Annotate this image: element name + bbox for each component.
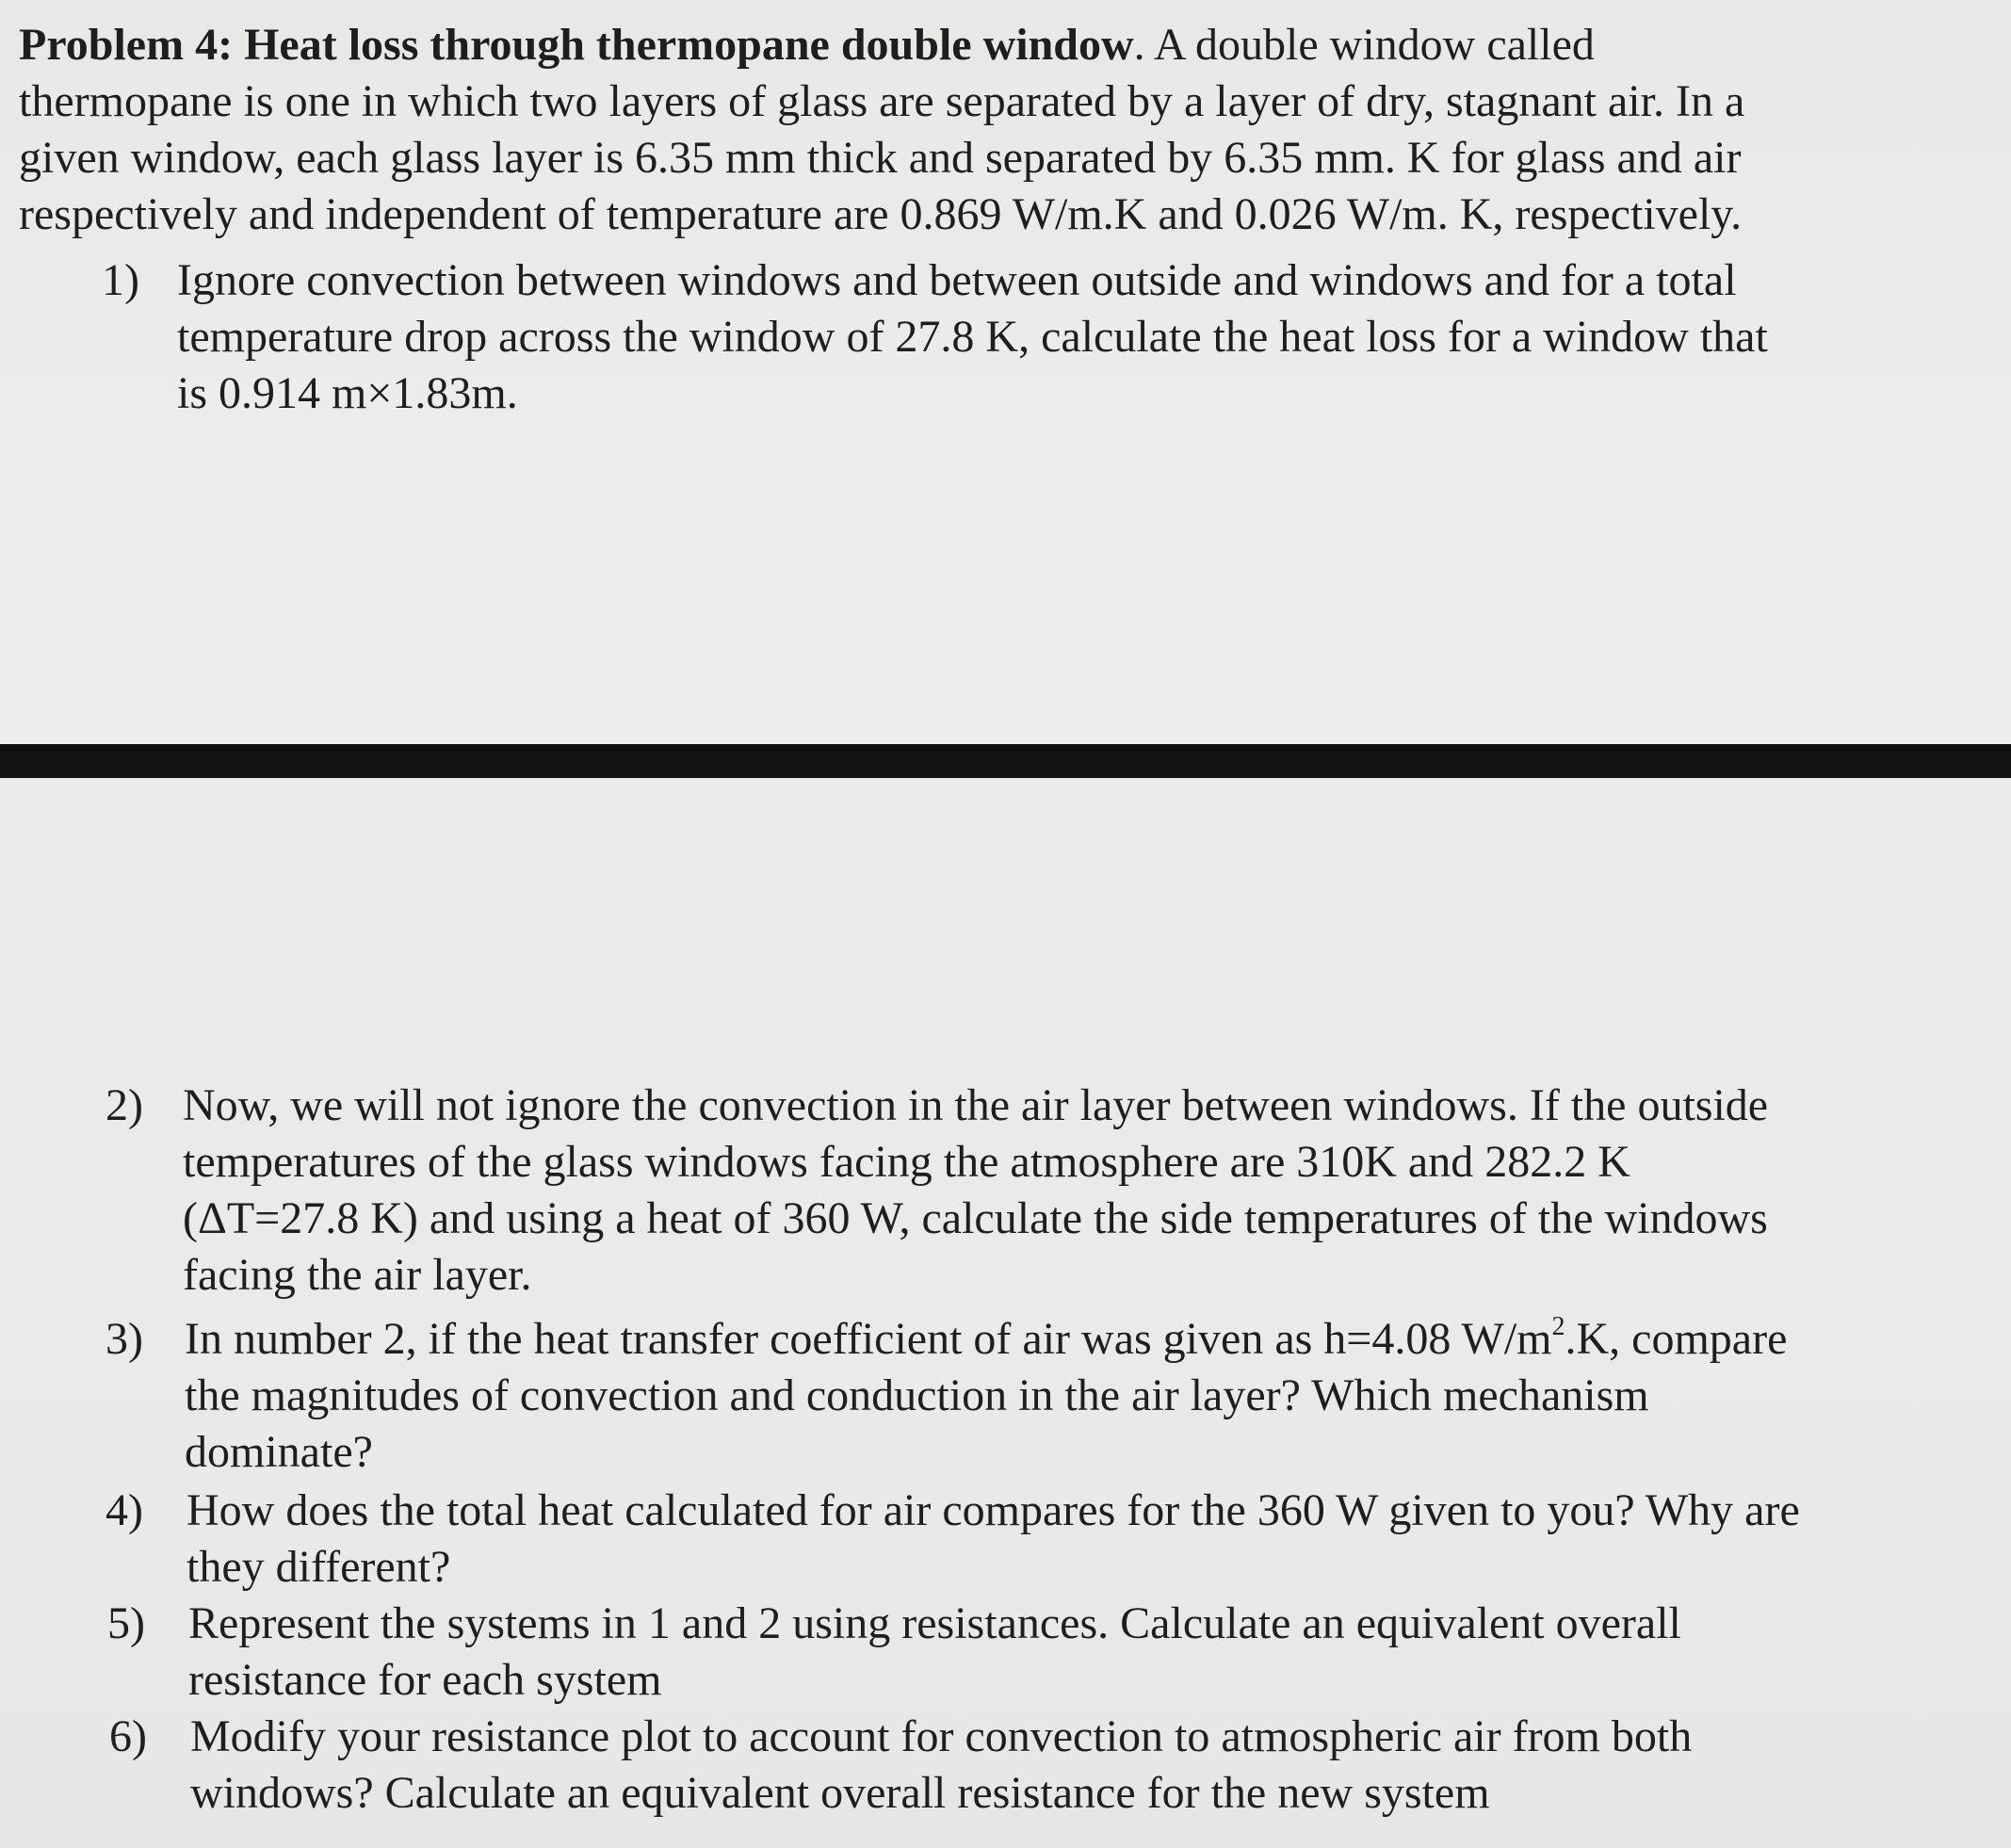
question-2-line-3: (ΔT=27.8 K) and using a heat of 360 W, calculate the side temperatures of the windows xyxy=(183,1193,1768,1243)
question-3-line-2: the magnitudes of convection and conduction in the air layer? Which mechanism xyxy=(185,1370,1649,1420)
question-3-line-1-end: .K, compare xyxy=(1565,1314,1788,1364)
intro-line-4: respectively and independent of temperature are 0.869 W/m.K and 0.026 W/m. K, respectively. xyxy=(19,189,1743,239)
question-6-line-2: windows? Calculate an equivalent overall resistance for the new system xyxy=(190,1768,1490,1818)
intro-line-3: given window, each glass layer is 6.35 mm thick and separated by 6.35 mm. K for glass and air xyxy=(19,133,1742,183)
question-2-number: 2) xyxy=(105,1080,143,1130)
question-2-line-4: facing the air layer. xyxy=(183,1250,532,1300)
intro-line-1-rest: . A double window called xyxy=(1133,20,1595,70)
problem-intro xyxy=(19,17,1997,243)
intro-line-1 xyxy=(19,17,1997,73)
question-3-number: 3) xyxy=(105,1314,143,1364)
question-1-number: 1) xyxy=(102,255,139,305)
question-1-line-2: temperature drop across the window of 27.8 K, calculate the heat loss for a window that xyxy=(177,312,1768,362)
question-1-line-3: is 0.914 m×1.83m. xyxy=(177,368,518,418)
question-3-line-3: dominate? xyxy=(185,1427,373,1477)
question-4-line-1: How does the total heat calculated for air compares for the 360 W given to you? Why are xyxy=(187,1485,1800,1535)
squared-superscript: 2 xyxy=(1551,1312,1565,1341)
question-3-line-1-text: In number 2, if the heat transfer coefficient of air was given as h=4.08 W/m xyxy=(185,1314,1552,1364)
question-2-line-1: Now, we will not ignore the convection in the air layer between windows. If the outside xyxy=(183,1080,1769,1130)
intro-line-2: thermopane is one in which two layers of glass are separated by a layer of dry, stagnant air. In a xyxy=(19,76,1745,126)
question-6-number: 6) xyxy=(109,1711,147,1761)
problem-title: Problem 4: Heat loss through thermopane double window xyxy=(19,20,1134,70)
question-1-line-1: Ignore convection between windows and between outside and windows and for a total xyxy=(177,255,1737,305)
question-3-line-1 xyxy=(185,1311,1787,1368)
question-5-number: 5) xyxy=(107,1598,145,1648)
question-4-line-2: they different? xyxy=(187,1542,451,1592)
question-4-number: 4) xyxy=(105,1485,143,1535)
question-6-line-1: Modify your resistance plot to account for convection to atmospheric air from both xyxy=(190,1711,1693,1761)
question-2-line-2: temperatures of the glass windows facing the atmosphere are 310K and 282.2 K xyxy=(183,1137,1630,1187)
question-5-line-2: resistance for each system xyxy=(188,1655,662,1705)
question-5-line-1: Represent the systems in 1 and 2 using resistances. Calculate an equivalent overall xyxy=(188,1598,1681,1648)
black-divider-bar xyxy=(0,744,2011,778)
